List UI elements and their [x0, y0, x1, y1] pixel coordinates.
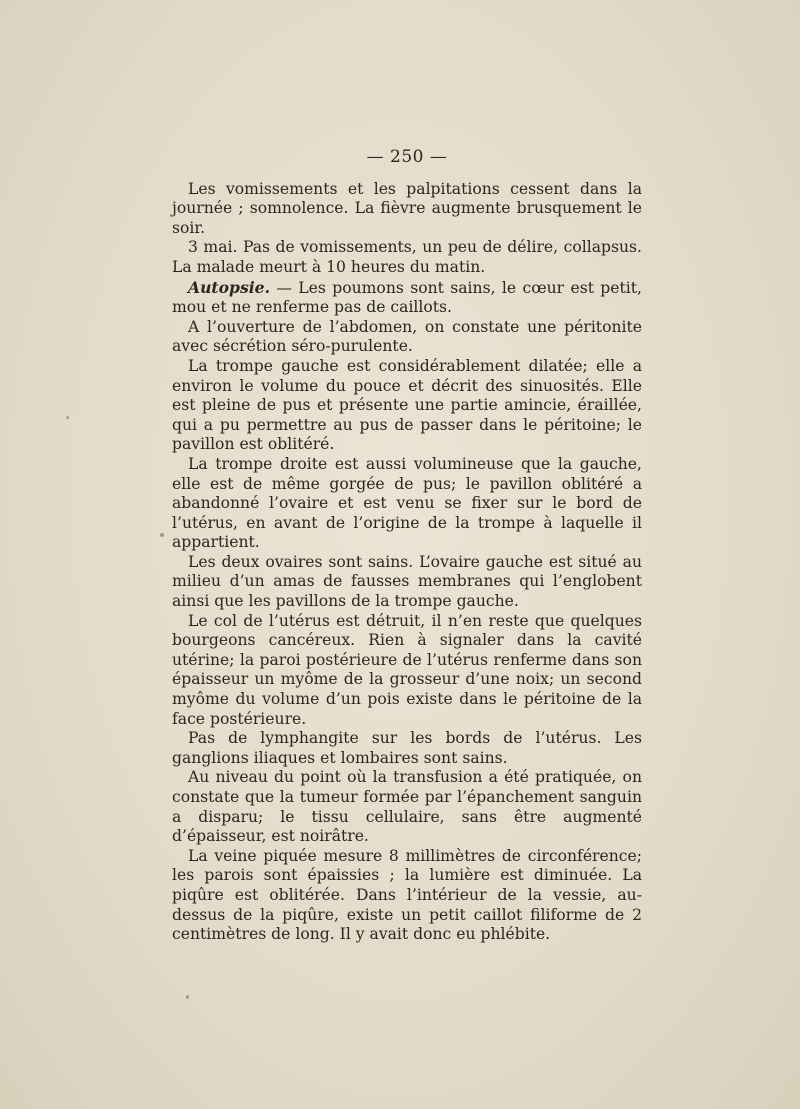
- paragraph: [172, 612, 642, 730]
- paragraph-text: Les deux ovaires sont sains. L’ovaire gauche est situé au milieu d’un amas de fausses membranes qui l’englobent ainsi que les pavillons de la trompe gauche.: [172, 552, 642, 611]
- paragraph: [172, 238, 642, 277]
- paragraph: [172, 318, 642, 357]
- page-number: — 250 —: [366, 147, 448, 167]
- paragraph: [172, 768, 642, 846]
- paragraph-text: Pas de lymphangite sur les bords de l’utérus. Les ganglions iliaques et lombaires sont sains.: [172, 729, 642, 767]
- paragraph: [172, 455, 642, 553]
- paragraph: [172, 729, 642, 768]
- paragraph: [172, 847, 642, 945]
- paragraph-text: Au niveau du point où la transfusion a été pratiquée, on constate que la tumeur formée par l’épanchement sanguin a disparu; le tissu cellulaire, sans être augmenté d’épaisseur, est noirâtre.: [172, 768, 642, 846]
- paragraph-text: Le col de l’utérus est détruit, il n’en reste que quelques bourgeons cancéreux. Rien à signaler dans la cavité utérine; la paroi postérieure de l’utérus renferme dans son épaisseur un myôme de la grosseur d’une noix; un second myôme du volume d’un pois existe dans le péritoine de la face postérieure.: [172, 611, 642, 728]
- paragraph: [172, 180, 642, 239]
- text-block: [172, 148, 642, 945]
- paragraph: [172, 278, 642, 318]
- paragraph-text: — Les poumons sont sains, le cœur est petit, mou et ne renferme pas de caillots.: [172, 278, 642, 317]
- paragraph: [172, 553, 642, 612]
- paragraph-text: Les vomissements et les palpitations cessent dans la journée ; somnolence. La fièvre augmente brusquement le soir.: [172, 179, 642, 237]
- paragraph-text: La veine piquée mesure 8 millimètres de circonférence; les parois sont épaissies ; la lumière est diminuée. La piqûre est oblitérée. Dans l’intérieur de la vessie, au-dessus de la piqûre, existe un petit caillot filiforme de 2 centimètres de long. Il y avait donc eu phlébite.: [172, 846, 642, 944]
- section-label: Autopsie.: [188, 277, 270, 297]
- ink-speck: [186, 995, 189, 999]
- ink-speck: [66, 416, 69, 419]
- paragraph-text: 3 mai. Pas de vomissements, un peu de délire, collapsus. La malade meurt à 10 heures du matin.: [172, 238, 642, 276]
- paragraph-text: A l’ouverture de l’abdomen, on constate une péritonite avec sécrétion séro-purulente.: [172, 317, 642, 356]
- paragraph-text: La trompe gauche est considérablement dilatée; elle a environ le volume du pouce et décrit des sinuosités. Elle est pleine de pus et présente une partie amincie, éraillée, qui a pu permettre au pus de passer dans le péritoine; le pavillon est oblitéré.: [172, 356, 642, 454]
- paragraph-text: La trompe droite est aussi volumineuse que la gauche, elle est de même gorgée de pus; le pavillon oblitéré a abandonné l’ovaire et est venu se fixer sur le bord de l’utérus, en avant de l’origine de la trompe à laquelle il appartient.: [172, 454, 642, 552]
- ink-speck: [160, 533, 164, 537]
- paragraph: [172, 357, 642, 455]
